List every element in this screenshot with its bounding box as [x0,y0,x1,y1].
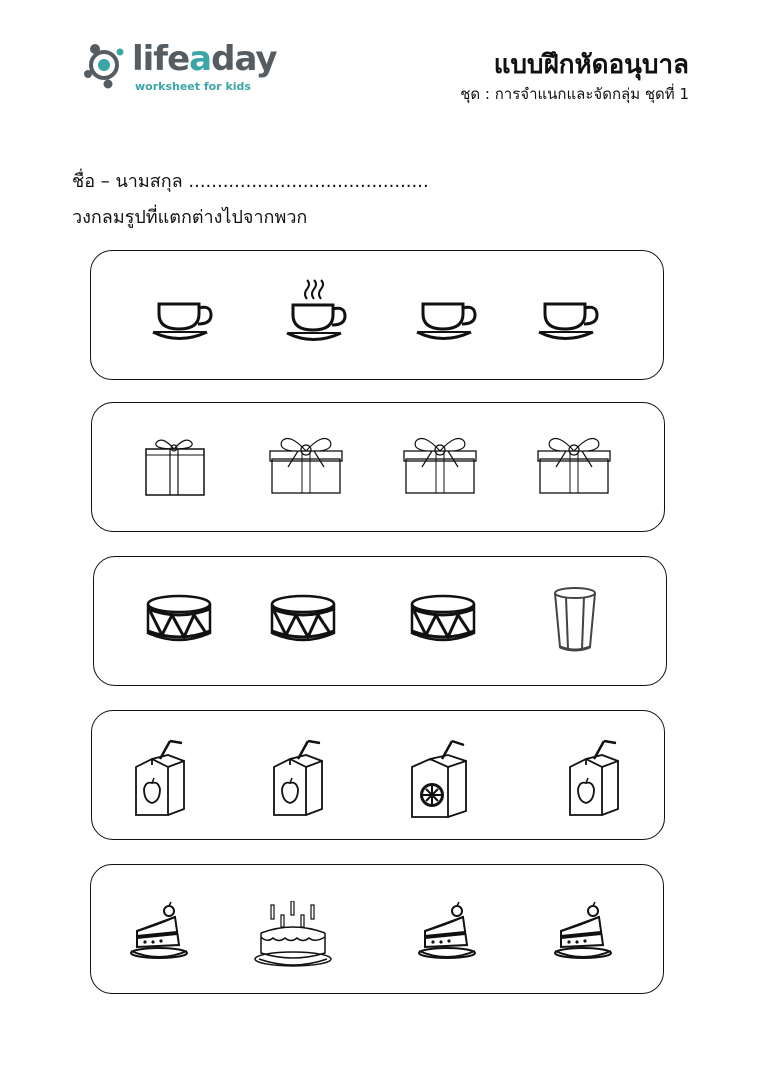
cake-slice-icon[interactable] [127,901,191,965]
row-drums [93,556,667,686]
logo [82,38,282,98]
drum-icon[interactable] [144,593,214,645]
row-juice-boxes [91,710,665,840]
gift-box-icon[interactable] [268,433,344,497]
logo-molecule-icon [82,40,130,90]
teacup-icon[interactable] [407,291,487,346]
name-field-line[interactable]: ชื่อ – นามสกุล .......................................... [72,171,429,192]
row-cups [90,250,664,380]
worksheet-subtitle: ชุด : การจำแนกและจัดกลุ่ม ชุดที่ 1 [460,85,689,103]
apple-juice-box-icon[interactable] [130,737,190,821]
worksheet-title: แบบฝึกหัดอนุบาล [493,50,689,80]
hot-teacup-icon[interactable] [277,279,357,347]
birthday-cake-icon[interactable] [253,901,333,969]
apple-juice-box-icon[interactable] [268,737,328,821]
row-cakes [90,864,664,994]
teacup-icon[interactable] [529,291,609,346]
tall-gift-box-icon[interactable] [140,433,210,499]
orange-juice-box-icon[interactable] [408,737,472,821]
drum-icon[interactable] [408,593,478,645]
logo-tagline: worksheet for kids [135,80,251,93]
cake-slice-icon[interactable] [551,901,615,965]
gift-box-icon[interactable] [402,433,478,497]
tall-drum-icon[interactable] [550,585,600,655]
cake-slice-icon[interactable] [415,901,479,965]
drum-icon[interactable] [268,593,338,645]
instruction-text: วงกลมรูปที่แตกต่างไปจากพวก [72,207,308,228]
gift-box-icon[interactable] [536,433,612,497]
logo-wordmark: lifeaday [132,39,277,79]
teacup-icon[interactable] [143,291,223,346]
row-gifts [91,402,665,532]
apple-juice-box-icon[interactable] [564,737,624,821]
